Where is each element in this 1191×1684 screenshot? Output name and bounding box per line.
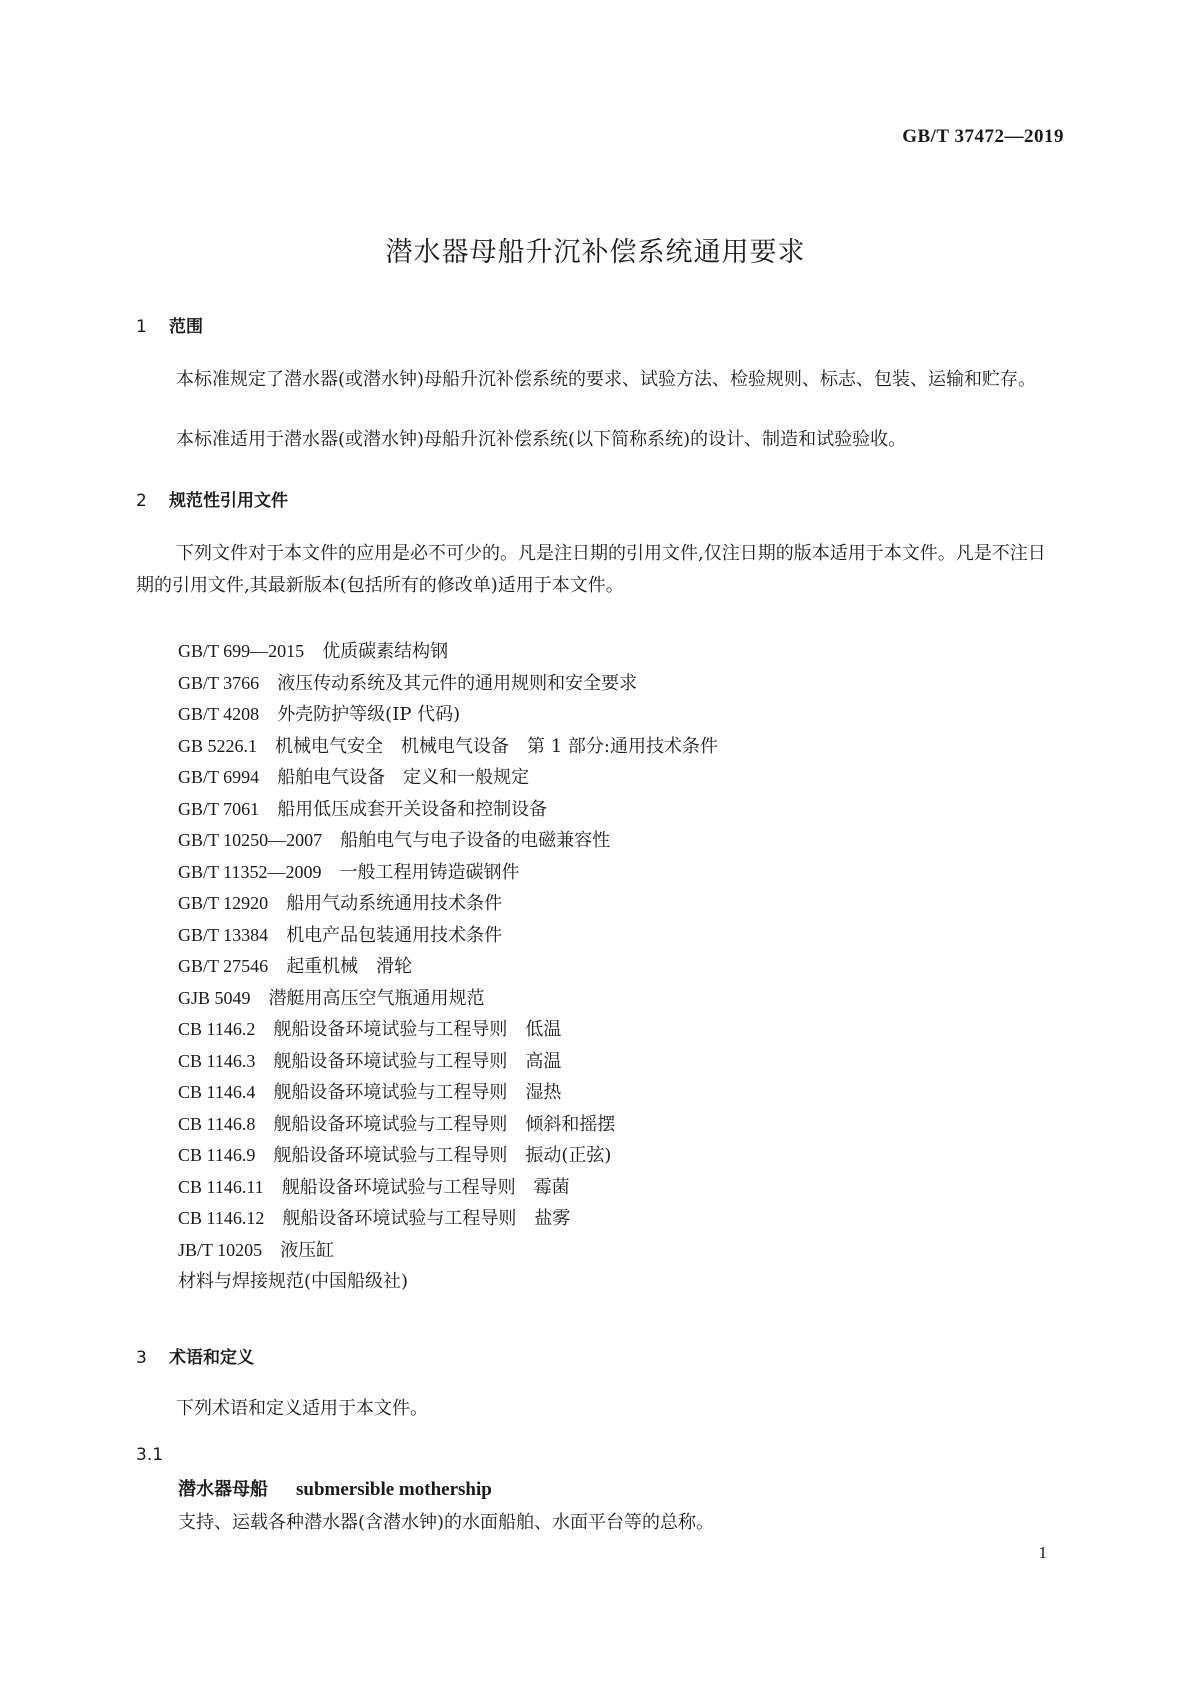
reference-title: 船用气动系统通用技术条件 <box>286 893 503 914</box>
reference-code: CB 1146.12 <box>178 1208 265 1228</box>
section-title: 规范性引用文件 <box>169 491 288 511</box>
term-english: submersible mothership <box>296 1479 492 1500</box>
references-intro: 下列文件对于本文件的应用是必不可少的。凡是注日期的引用文件,仅注日期的版本适用于本文件。凡是不注日期的引用文件,其最新版本(包括所有的修改单)适用于本文件。 <box>136 543 1046 596</box>
reference-title: 舰船设备环境试验与工程导则 倾斜和摇摆 <box>273 1113 616 1135</box>
reference-title: 船用低压成套开关设备和控制设备 <box>277 798 548 820</box>
reference-item <box>178 762 718 794</box>
reference-item <box>178 983 718 1015</box>
term-definition: 支持、运载各种潜水器(含潜水钟)的水面船舶、水面平台等的总称。 <box>178 1512 715 1533</box>
reference-code: CB 1146.11 <box>178 1176 264 1197</box>
reference-code: GB/T 10250—2007 <box>178 830 323 850</box>
reference-code: GB/T 11352—2009 <box>178 861 322 882</box>
reference-item <box>178 1077 718 1109</box>
reference-title: 材料与焊接规范(中国船级社) <box>178 1271 409 1292</box>
reference-code: GJB 5049 <box>178 987 251 1008</box>
scope-paragraph-2: 本标准适用于潜水器(或潜水钟)母船升沉补偿系统(以下简称系统)的设计、制造和试验验收。 <box>176 429 907 450</box>
reference-item <box>178 825 718 857</box>
reference-item <box>178 668 718 700</box>
reference-title: 船舶电气与电子设备的电磁兼容性 <box>340 830 611 851</box>
reference-code: CB 1146.4 <box>178 1082 256 1102</box>
reference-item <box>178 888 718 920</box>
scope-paragraph-1: 本标准规定了潜水器(或潜水钟)母船升沉补偿系统的要求、试验方法、检验规则、标志、包装、运输和贮存。 <box>176 369 1037 390</box>
section-number: 2 <box>136 491 147 511</box>
reference-item <box>178 1203 718 1235</box>
reference-title: 舰船设备环境试验与工程导则 低温 <box>273 1019 562 1040</box>
reference-item <box>178 1014 718 1046</box>
reference-title: 舰船设备环境试验与工程导则 霉菌 <box>281 1176 570 1198</box>
reference-code: CB 1146.9 <box>178 1145 256 1165</box>
reference-code: GB/T 4208 <box>178 704 260 724</box>
reference-item <box>178 1046 718 1078</box>
reference-title: 舰船设备环境试验与工程导则 盐雾 <box>282 1208 571 1229</box>
reference-title: 舰船设备环境试验与工程导则 高温 <box>273 1050 562 1072</box>
section-number: 1 <box>136 317 147 337</box>
reference-item <box>178 1109 718 1141</box>
section-title: 范围 <box>169 317 203 337</box>
reference-title: 机械电气安全 机械电气设备 第 1 部分:通用技术条件 <box>275 735 718 757</box>
term-number: 3.1 <box>136 1445 164 1465</box>
reference-code: GB/T 13384 <box>178 924 269 945</box>
reference-item <box>178 920 718 952</box>
reference-title: 舰船设备环境试验与工程导则 湿热 <box>273 1082 562 1103</box>
reference-title: 一般工程用铸造碳钢件 <box>339 861 520 883</box>
reference-item <box>178 857 718 889</box>
section-1-heading <box>136 312 203 337</box>
reference-code: CB 1146.3 <box>178 1050 256 1071</box>
reference-item <box>178 1266 718 1298</box>
reference-code: GB/T 7061 <box>178 798 260 819</box>
reference-item <box>178 1172 718 1204</box>
reference-title: 起重机械 滑轮 <box>286 956 413 977</box>
standard-code: GB/T 37472—2019 <box>902 126 1064 147</box>
reference-title: 外壳防护等级(IP 代码) <box>277 704 461 725</box>
reference-title: 舰船设备环境试验与工程导则 振动(正弦) <box>273 1145 612 1166</box>
section-3-heading <box>136 1343 254 1368</box>
section-title: 术语和定义 <box>169 1348 254 1368</box>
reference-code: GB 5226.1 <box>178 735 258 756</box>
section-2-heading <box>136 486 288 511</box>
reference-code: GB/T 6994 <box>178 767 260 787</box>
reference-item <box>178 794 718 826</box>
term-chinese: 潜水器母船 <box>178 1479 268 1500</box>
normative-references-list <box>178 636 718 1298</box>
reference-item <box>178 951 718 983</box>
reference-item <box>178 1140 718 1172</box>
document-title: 潜水器母船升沉补偿系统通用要求 <box>385 237 806 268</box>
reference-code: GB/T 3766 <box>178 672 260 693</box>
reference-code: CB 1146.8 <box>178 1113 256 1134</box>
reference-title: 潜艇用高压空气瓶通用规范 <box>268 987 485 1009</box>
reference-item <box>178 699 718 731</box>
reference-item <box>178 731 718 763</box>
section-number: 3 <box>136 1348 147 1368</box>
reference-title: 优质碳素结构钢 <box>322 641 449 662</box>
term-entry <box>178 1475 492 1501</box>
reference-code: JB/T 10205 <box>178 1239 263 1260</box>
reference-title: 液压传动系统及其元件的通用规则和安全要求 <box>277 672 638 694</box>
reference-title: 机电产品包装通用技术条件 <box>286 924 503 946</box>
reference-code: GB/T 12920 <box>178 893 269 913</box>
reference-item <box>178 636 718 668</box>
reference-code: CB 1146.2 <box>178 1019 256 1039</box>
reference-item <box>178 1235 718 1267</box>
reference-title: 船舶电气设备 定义和一般规定 <box>277 767 530 788</box>
terms-intro: 下列术语和定义适用于本文件。 <box>176 1398 428 1419</box>
reference-code: GB/T 27546 <box>178 956 269 976</box>
reference-title: 液压缸 <box>280 1239 335 1261</box>
reference-code: GB/T 699—2015 <box>178 641 305 661</box>
page-number: 1 <box>1038 1543 1047 1562</box>
